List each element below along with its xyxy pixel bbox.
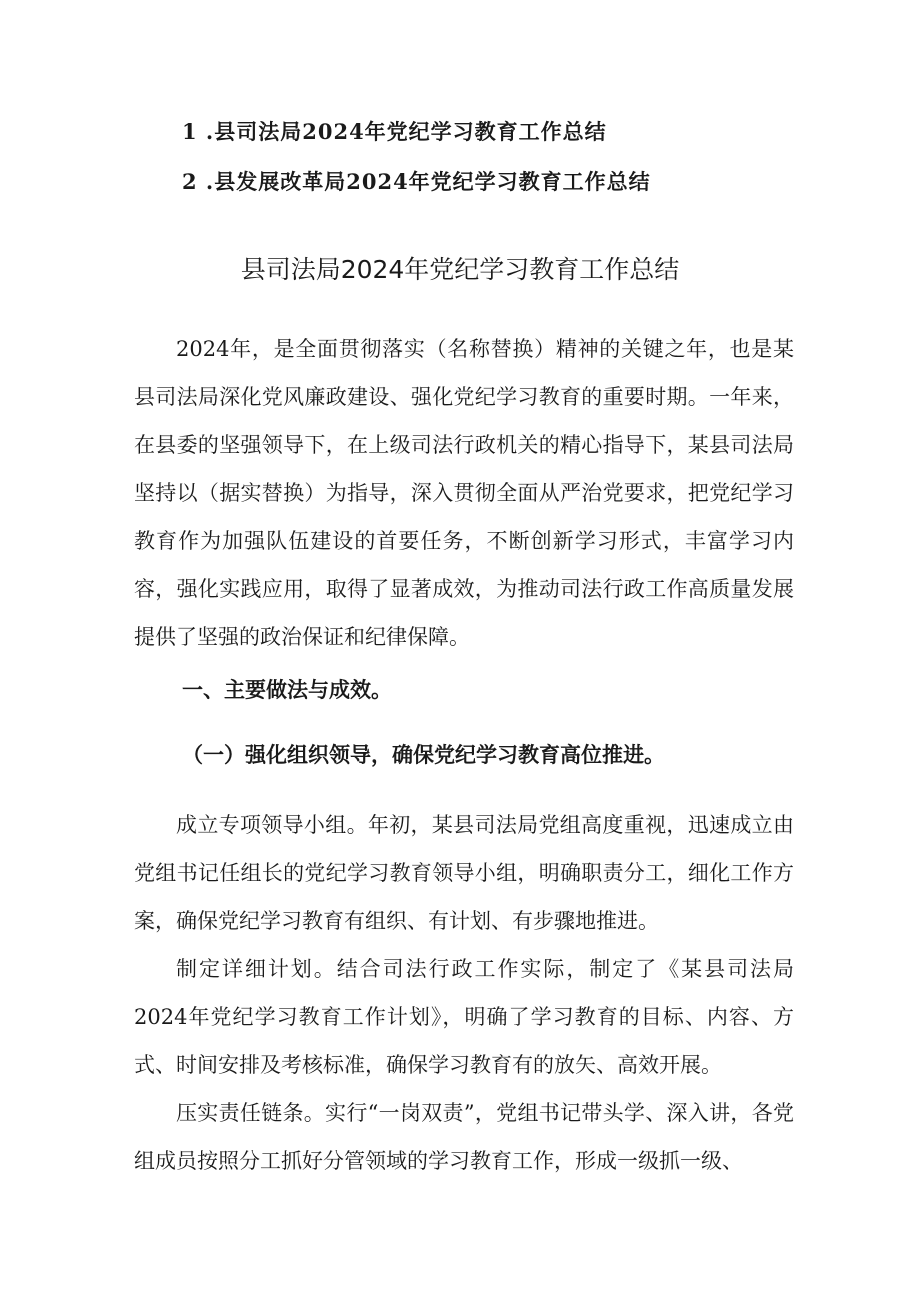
body-paragraph: 压实责任链条。实行“一岗双责”，党组书记带头学、深入讲，各党组成员按照分工抓好分管领域的学习教育工作，形成一级抓一级、 bbox=[134, 1101, 794, 1173]
intro-paragraph: 2024年，是全面贯彻落实（名称替换）精神的关键之年，也是某县司法局深化党风廉政建设、强化党纪学习教育的重要时期。一年来，在县委的坚强领导下，在上级司法行政机关的精心指导下，某县司法局坚持以（据实替换）为指导，深入贯彻全面从严治党要求，把党纪学习教育作为加强队伍建设的首要任务，不断创新学习形式，丰富学习内容，强化实践应用，取得了显著成效，为推动司法行政工作高质量发展提供了坚强的政治保证和纪律保障。 bbox=[134, 337, 794, 649]
subsection-heading: （一）强化组织领导，确保党纪学习教育高位推进。 bbox=[182, 742, 665, 767]
body-paragraph: 成立专项领导小组。年初，某县司法局党组高度重视，迅速成立由党组书记任组长的党纪学习教育领导小组，明确职责分工，细化工作方案，确保党纪学习教育有组织、有计划、有步骤地推进。 bbox=[134, 813, 794, 933]
toc-item-1[interactable]: 1 .县司法局2024年党纪学习教育工作总结 bbox=[182, 119, 607, 144]
toc-item-2[interactable]: 2 .县发展改革局2024年党纪学习教育工作总结 bbox=[182, 169, 651, 194]
document-title: 县司法局2024年党纪学习教育工作总结 bbox=[240, 255, 680, 284]
body-paragraph: 制定详细计划。结合司法行政工作实际，制定了《某县司法局2024年党纪学习教育工作计划》，明确了学习教育的目标、内容、方式、时间安排及考核标准，确保学习教育有的放矢、高效开展。 bbox=[134, 957, 794, 1077]
section-heading: 一、主要做法与成效。 bbox=[182, 677, 392, 702]
